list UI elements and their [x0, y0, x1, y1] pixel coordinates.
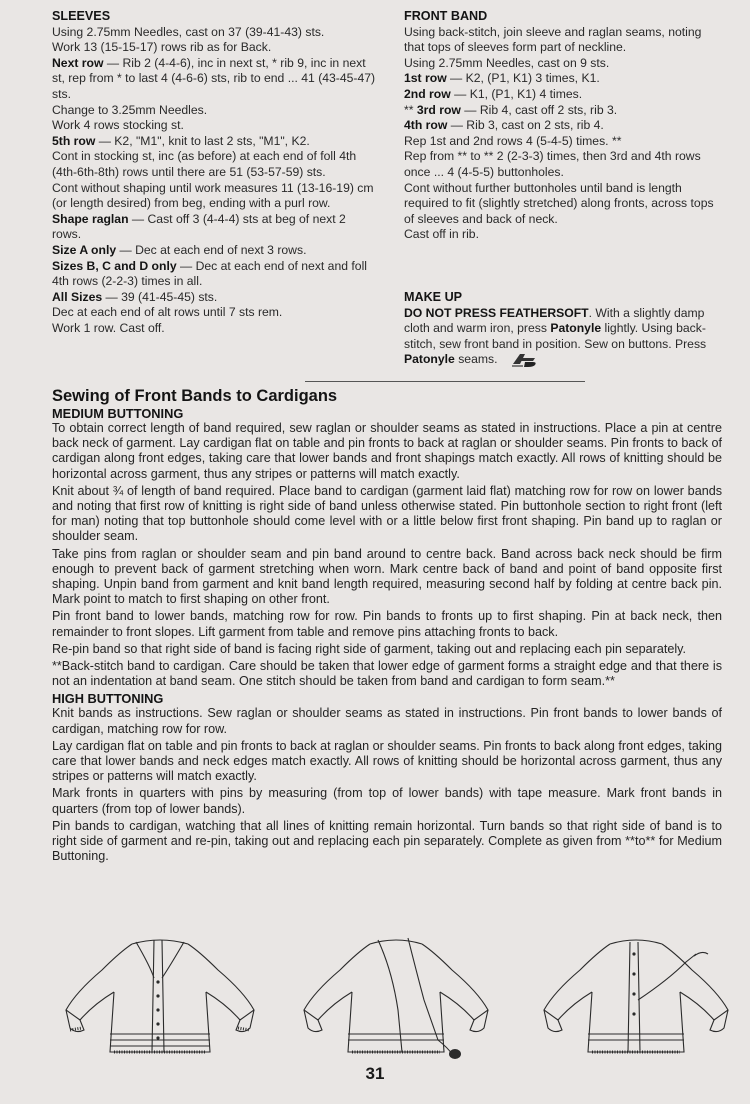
- instruction-paragraph: Lay cardigan flat on table and pin fronts to back at raglan or shoulder seams. Pin fronts to back along front edges, taking care that lower bands and neck edges match exactly. All rows of knitting should be horizontal across garment, thus any stripes or patterns will match exactly.: [52, 738, 722, 784]
- brand-name: Patonyle: [404, 352, 455, 367]
- sewing-section: [52, 386, 722, 866]
- make-up-text: [404, 306, 722, 369]
- front-band-line: Cont without further buttonholes until band is length required to fit (slightly stretched) along fronts, across tops of sleeves and back of neck.: [404, 180, 714, 226]
- row-text: — Dec at each end of next and foll 4th rows (2-2-3) times in all.: [52, 258, 367, 289]
- front-band-line: Rep from ** to ** 2 (2-3-3) times, then 3rd and 4th rows once ... 4 (4-5-5) buttonholes.: [404, 149, 701, 179]
- instruction-paragraph: Knit about ¾ of length of band required. Place band to cardigan (garment laid flat) matching row for row on lower bands and noting that first row of knitting is right side of band unless otherwise stated. Pin buttonhole section to right front (left for man) noting that top buttonhole should come level with or a little below first front shaping. Pin band up to raglan or shoulder seam.: [52, 483, 722, 544]
- make-up-heading: MAKE UP: [404, 289, 463, 304]
- row-label: 3rd row: [416, 102, 461, 117]
- high-buttoning-heading: HIGH BUTTONING: [52, 691, 164, 707]
- front-band-line: Rep 1st and 2nd rows 4 (5-4-5) times. **: [404, 133, 622, 148]
- instruction-paragraph: Mark fronts in quarters with pins by measuring (from top of lower bands) with tape measure. Mark front bands in quarters (from top of lower bands).: [52, 786, 722, 816]
- front-band-line: [404, 71, 722, 87]
- row-label: 1st row: [404, 71, 447, 86]
- instruction-paragraph: Take pins from raglan or shoulder seam and pin band around to centre back. Band across back neck should be firm enough to prevent back of garment stretching when worn. Mark centre back of band and point of band opposite first shaping. Unpin band from garment and knit band length required, measuring second half by folding at centre back pin. Mark point to match to first shaping on other front.: [52, 546, 722, 607]
- sleeves-line: Cont without shaping until work measures 11 (13-16-19) cm (or length desired) from beg, ending with a purl row.: [52, 180, 374, 211]
- cardigan-illustration-medium-buttoning: [62, 930, 258, 1062]
- sleeves-line: [52, 259, 376, 290]
- front-band-line: [404, 103, 722, 119]
- front-band-line: [404, 87, 722, 103]
- row-text: — Rib 4, cast off 2 sts, rib 3.: [460, 102, 618, 117]
- row-label: Next row: [52, 55, 104, 70]
- sleeves-line: [52, 243, 376, 259]
- cardigan-illustration-high-buttoning: [538, 930, 734, 1062]
- row-label: 4th row: [404, 118, 448, 133]
- make-up-fragment: . With a slightly damp cloth and warm iron, press: [404, 305, 705, 336]
- instruction-paragraph: Pin front band to lower bands, matching row for row. Pin bands to fronts up to first shaping. Pin at back neck, then remainder to front slopes. Lift garment from table and remove pins attaching fronts to back.: [52, 609, 722, 639]
- row-label: 2nd row: [404, 86, 451, 101]
- sleeves-line: Work 1 row. Cast off.: [52, 320, 165, 335]
- sleeves-line: [52, 134, 376, 150]
- sleeves-line: [52, 56, 376, 103]
- sleeves-line: [52, 212, 376, 243]
- row-text: — K2, "M1", knit to last 2 sts, "M1", K2.: [95, 133, 310, 148]
- instruction-paragraph: Re-pin band so that right side of band is facing right side of garment, taking out and replacing each pin separately.: [52, 641, 687, 656]
- front-band-line: Cast off in rib.: [404, 227, 479, 242]
- do-not-press-warning: DO NOT PRESS FEATHERSOFT: [404, 305, 589, 320]
- make-up-fragment: seams.: [454, 352, 498, 367]
- instruction-paragraph: Pin bands to cardigan, watching that all lines of knitting remain horizontal. Turn bands so that right side of band is to right side of garment and re-pin, taking out and replacing each pin separately. Complete as given from **to** for Medium Buttoning.: [52, 818, 722, 864]
- sleeves-line: [52, 290, 376, 306]
- row-label: Size A only: [52, 242, 117, 257]
- row-text: — Dec at each end of next 3 rows.: [116, 242, 307, 257]
- sleeves-line: Using 2.75mm Needles, cast on 37 (39-41-43) sts.: [52, 24, 325, 39]
- sleeves-column: [52, 9, 376, 336]
- cardigan-illustration-band-sewing: [298, 930, 494, 1062]
- make-up-fragment: lightly. Using back-stitch, sew front band in position. Sew on buttons. Press: [404, 321, 707, 351]
- sleeves-line: Change to 3.25mm Needles.: [52, 102, 208, 117]
- instruction-paragraph: Knit bands as instructions. Sew raglan or shoulder seams as stated in instructions. Pin front bands to lower bands of cardigan, matching row for row.: [52, 706, 722, 736]
- row-label: 5th row: [52, 133, 96, 148]
- brand-name: Patonyle: [550, 321, 602, 336]
- front-band-line: Using back-stitch, join sleeve and raglan seams, noting that tops of sleeves form part of neckline.: [404, 24, 702, 55]
- row-text: — Rib 2 (4-4-6), inc in next st, * rib 9, inc in next st, rep from * to last 4 (4-6-6) sts, rib to end ... 41 (43-45-47) sts.: [52, 55, 376, 101]
- row-label: All Sizes: [52, 289, 103, 304]
- row-text: — Rib 3, cast on 2 sts, rib 4.: [447, 118, 604, 133]
- front-band-column: [404, 9, 722, 368]
- instruction-paragraph: To obtain correct length of band required, sew raglan or shoulder seams as stated in instructions. Place a pin at centre back neck of garment. Lay cardigan flat on table and pin fronts to back at raglan or shoulder seams. Pin fronts to back of cardigan along front edges, taking care that lower bands and front shapings match exactly. All rows of knitting should be horizontal across garment, thus any stripes or patterns will match exactly.: [52, 421, 722, 481]
- front-band-line: Using 2.75mm Needles, cast on 9 sts.: [404, 55, 610, 70]
- front-band-line: [404, 118, 722, 134]
- sleeves-line: Work 4 rows stocking st.: [52, 118, 184, 133]
- row-text: — Cast off 3 (4-4-4) sts at beg of next 2 rows.: [52, 211, 346, 242]
- instruction-paragraph: **Back-stitch band to cardigan. Care should be taken that lower edge of garment forms a straight edge and that there is not an indentation at band seam. One stitch should be taken from band and cardigan to form seam.**: [52, 659, 722, 689]
- row-prefix: **: [404, 102, 417, 117]
- section-title: Sewing of Front Bands to Cardigans: [52, 387, 338, 405]
- medium-buttoning-heading: MEDIUM BUTTONING: [52, 406, 184, 421]
- patons-logo-icon: [511, 352, 537, 368]
- row-text: — 39 (41-45-45) sts.: [102, 289, 218, 304]
- page-number: 31: [365, 1064, 385, 1083]
- row-label: Shape raglan: [52, 211, 129, 226]
- sleeves-line: Work 13 (15-15-17) rows rib as for Back.: [52, 40, 272, 55]
- sleeves-line: Dec at each end of alt rows until 7 sts rem.: [52, 305, 283, 320]
- front-band-heading: FRONT BAND: [404, 9, 488, 23]
- section-divider: [305, 381, 585, 382]
- row-text: — K1, (P1, K1) 4 times.: [450, 86, 583, 101]
- row-label: Sizes B, C and D only: [52, 258, 177, 273]
- row-text: — K2, (P1, K1) 3 times, K1.: [446, 71, 600, 86]
- sleeves-line: Cont in stocking st, inc (as before) at each end of foll 4th (4th-6th-8th) rows until there are 51 (53-57-59) sts.: [52, 149, 357, 179]
- sleeves-heading: SLEEVES: [52, 9, 111, 23]
